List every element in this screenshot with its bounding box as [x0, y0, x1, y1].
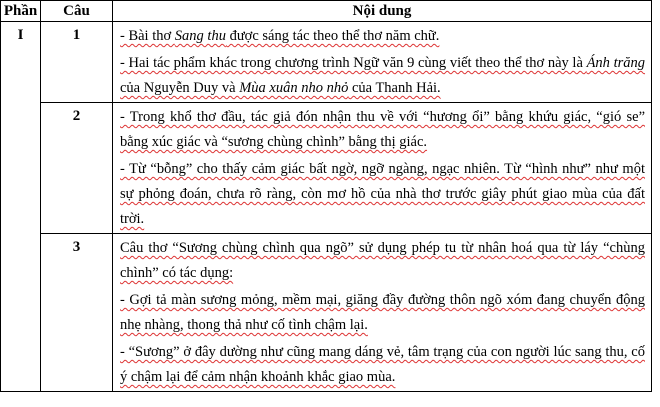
table-row — [1, 22, 652, 103]
answer-text: Câu thơ “Sương chùng chình qua ngõ” sử dụng phép tu từ nhân hoá qua từ láy “chùng chình” có tác dụng: — [120, 240, 645, 281]
italic-title: Ánh trăng — [586, 55, 646, 71]
answer-text: - Gợi tả màn sương mỏng, mềm mại, giăng đầy đường thôn ngõ xóm đang chuyển động nhẹ nhàng, thong thả như cố tình chậm lại. — [120, 292, 645, 333]
answer-text: - Từ “bỗng” cho thấy cảm giác bất ngờ, ngỡ ngàng, ngạc nhiên. Từ “hình như” như một sự phỏng đoán, chưa rõ ràng, còn mơ hồ của nhà thơ trước giây phút giao mùa của đất trời. — [120, 161, 645, 227]
cau-cell: 1 — [41, 22, 113, 103]
answer-content — [113, 22, 652, 103]
answer-text: được sáng tác theo thể thơ năm chữ. — [225, 28, 440, 44]
answer-text: của Nguyễn Duy và — [120, 80, 240, 96]
answer-content — [113, 103, 652, 234]
answer-paragraph — [120, 105, 645, 155]
answer-paragraph — [120, 157, 645, 232]
header-row — [1, 1, 652, 22]
answer-text: - Hai tác phẩm khác trong chương trình Ngữ văn 9 cùng viết theo thể thơ này là — [120, 55, 587, 71]
answer-paragraph — [120, 24, 645, 49]
header-cau: Câu — [41, 1, 113, 22]
italic-title: Sang thu — [174, 28, 226, 44]
header-noi-dung: Nội dung — [113, 1, 652, 22]
answer-text: - Bài thơ — [120, 28, 175, 44]
cau-cell: 2 — [41, 103, 113, 234]
answer-text: của Thanh Hải. — [348, 80, 441, 96]
italic-title: Mùa xuân nho nhỏ — [239, 80, 349, 96]
answer-paragraph — [120, 340, 645, 390]
header-phan: Phần — [1, 1, 41, 22]
answer-content — [113, 234, 652, 392]
phan-cell: I — [1, 22, 41, 392]
answer-text: - “Sương” ở đây dường như cũng mang dáng vẻ, tâm trạng của con người lúc sang thu, cố ý chậm lại để cảm nhận khoảnh khắc giao mùa. — [120, 344, 645, 385]
answer-paragraph — [120, 236, 645, 286]
table-row — [1, 234, 652, 392]
table-row — [1, 103, 652, 234]
answer-paragraph — [120, 288, 645, 338]
cau-cell: 3 — [41, 234, 113, 392]
answer-text: - Trong khổ thơ đầu, tác giả đón nhận thu về với “hương ổi” bằng khứu giác, “gió se” bằng xúc giác và “sương chùng chình” bằng thị giác. — [120, 109, 645, 150]
answer-paragraph — [120, 51, 645, 101]
